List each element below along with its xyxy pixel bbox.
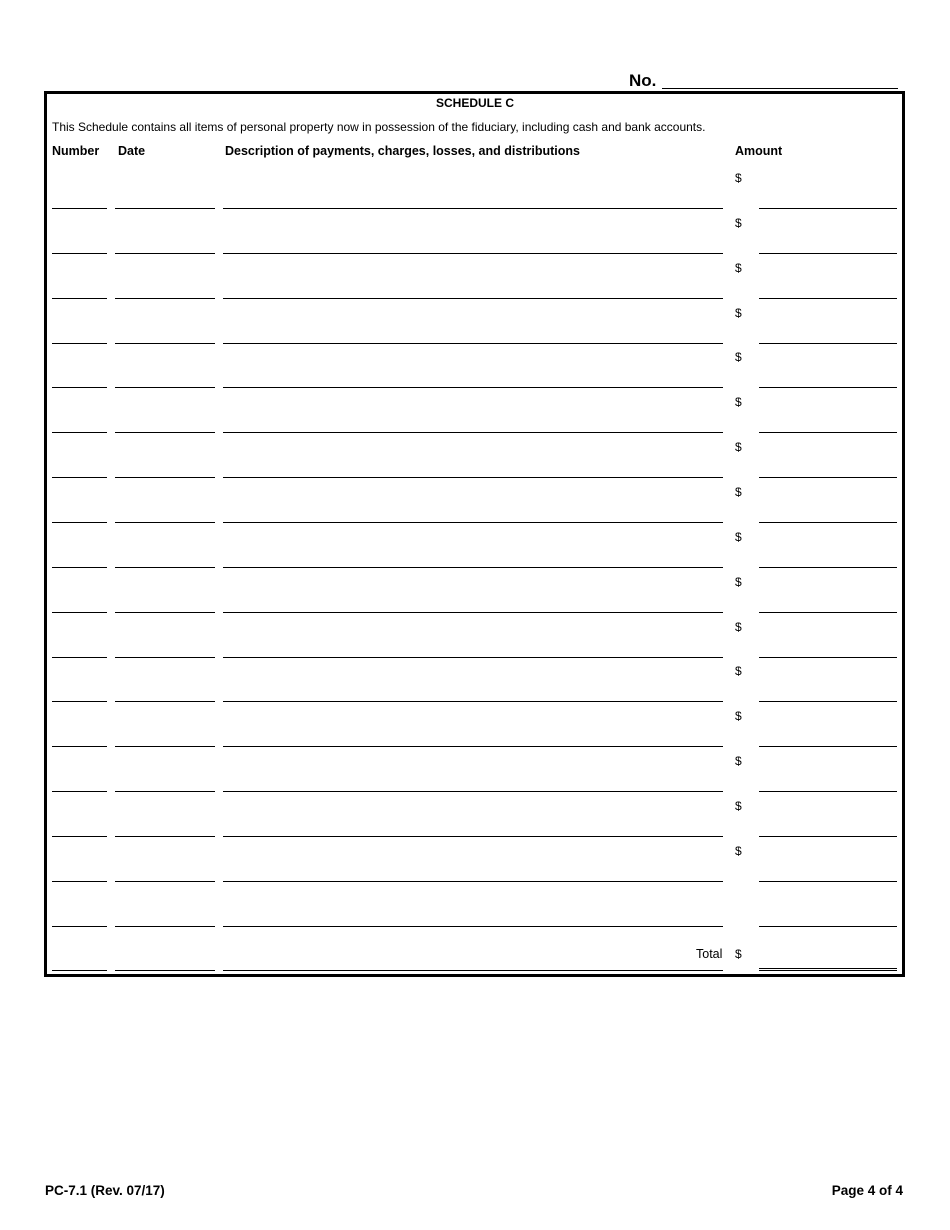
row-description-field[interactable] — [223, 387, 723, 388]
row-currency-symbol: $ — [735, 395, 742, 409]
row-description-field[interactable] — [223, 208, 723, 209]
row-number-field[interactable] — [52, 343, 107, 344]
row-date-field[interactable] — [115, 881, 215, 882]
row-description-field[interactable] — [223, 836, 723, 837]
row-amount-field[interactable] — [759, 432, 897, 433]
row-description-field[interactable] — [223, 701, 723, 702]
row-currency-symbol: $ — [735, 171, 742, 185]
row-amount-field[interactable] — [759, 567, 897, 568]
row-description-field[interactable] — [223, 253, 723, 254]
row-currency-symbol: $ — [735, 306, 742, 320]
row-number-field[interactable] — [52, 522, 107, 523]
row-date-field[interactable] — [115, 298, 215, 299]
total-amount-field[interactable] — [759, 968, 897, 969]
row-date-field[interactable] — [115, 746, 215, 747]
row-description-field[interactable] — [223, 298, 723, 299]
row-amount-field[interactable] — [759, 612, 897, 613]
row-number-field[interactable] — [52, 567, 107, 568]
row-currency-symbol: $ — [735, 350, 742, 364]
row-amount-field[interactable] — [759, 298, 897, 299]
row-date-field[interactable] — [115, 343, 215, 344]
case-number-label: No. — [629, 71, 657, 90]
row-description-field[interactable] — [223, 612, 723, 613]
row-date-field[interactable] — [115, 657, 215, 658]
row-number-field[interactable] — [52, 208, 107, 209]
row-date-field[interactable] — [115, 926, 215, 927]
row-number-field[interactable] — [52, 253, 107, 254]
row-amount-field[interactable] — [759, 657, 897, 658]
row-date-field[interactable] — [115, 253, 215, 254]
row-number-field[interactable] — [52, 612, 107, 613]
row-number-field[interactable] — [52, 926, 107, 927]
row-currency-symbol: $ — [735, 709, 742, 723]
schedule-title: SCHEDULE C — [435, 96, 514, 110]
row-amount-field[interactable] — [759, 836, 897, 837]
row-currency-symbol: $ — [735, 620, 742, 634]
row-currency-symbol: $ — [735, 575, 742, 589]
row-date-field[interactable] — [115, 791, 215, 792]
row-date-field[interactable] — [115, 477, 215, 478]
row-date-field[interactable] — [115, 208, 215, 209]
row-currency-symbol: $ — [735, 261, 742, 275]
row-currency-symbol: $ — [735, 530, 742, 544]
row-amount-field[interactable] — [759, 701, 897, 702]
row-amount-field[interactable] — [759, 253, 897, 254]
row-number-field[interactable] — [52, 836, 107, 837]
page-number: Page 4 of 4 — [831, 1183, 903, 1198]
row-date-field[interactable] — [115, 387, 215, 388]
row-description-field[interactable] — [223, 746, 723, 747]
row-description-field[interactable] — [223, 657, 723, 658]
row-number-field[interactable] — [52, 387, 107, 388]
row-currency-symbol: $ — [735, 216, 742, 230]
row-amount-field[interactable] — [759, 926, 897, 927]
row-number-field[interactable] — [52, 298, 107, 299]
row-number-field[interactable] — [52, 970, 107, 971]
schedule-intro-text: This Schedule contains all items of personal property now in possession of the fiduciary, including cash and bank accounts. — [52, 120, 706, 134]
row-currency-symbol: $ — [735, 844, 742, 858]
row-date-field[interactable] — [115, 612, 215, 613]
row-number-field[interactable] — [52, 701, 107, 702]
row-description-field[interactable] — [223, 970, 723, 971]
row-amount-field[interactable] — [759, 970, 897, 971]
row-description-field[interactable] — [223, 926, 723, 927]
row-number-field[interactable] — [52, 791, 107, 792]
form-id: PC-7.1 (Rev. 07/17) — [45, 1183, 165, 1198]
column-header-description: Description of payments, charges, losses, and distributions — [225, 144, 580, 158]
row-amount-field[interactable] — [759, 791, 897, 792]
row-amount-field[interactable] — [759, 387, 897, 388]
row-currency-symbol: $ — [735, 664, 742, 678]
row-amount-field[interactable] — [759, 522, 897, 523]
row-currency-symbol: $ — [735, 799, 742, 813]
row-amount-field[interactable] — [759, 746, 897, 747]
row-description-field[interactable] — [223, 881, 723, 882]
row-currency-symbol: $ — [735, 754, 742, 768]
row-description-field[interactable] — [223, 791, 723, 792]
row-description-field[interactable] — [223, 432, 723, 433]
row-date-field[interactable] — [115, 836, 215, 837]
row-date-field[interactable] — [115, 970, 215, 971]
row-number-field[interactable] — [52, 746, 107, 747]
row-date-field[interactable] — [115, 522, 215, 523]
row-amount-field[interactable] — [759, 208, 897, 209]
row-description-field[interactable] — [223, 567, 723, 568]
row-amount-field[interactable] — [759, 343, 897, 344]
row-description-field[interactable] — [223, 477, 723, 478]
row-currency-symbol: $ — [735, 485, 742, 499]
row-description-field[interactable] — [223, 343, 723, 344]
column-header-amount: Amount — [735, 144, 783, 158]
row-number-field[interactable] — [52, 432, 107, 433]
total-currency-symbol: $ — [735, 947, 742, 961]
row-date-field[interactable] — [115, 432, 215, 433]
column-header-number: Number — [52, 144, 100, 158]
row-number-field[interactable] — [52, 881, 107, 882]
row-amount-field[interactable] — [759, 477, 897, 478]
row-date-field[interactable] — [115, 567, 215, 568]
row-date-field[interactable] — [115, 701, 215, 702]
column-header-date: Date — [118, 144, 146, 158]
row-number-field[interactable] — [52, 657, 107, 658]
row-currency-symbol: $ — [735, 440, 742, 454]
row-amount-field[interactable] — [759, 881, 897, 882]
total-label: Total — [696, 947, 723, 961]
row-number-field[interactable] — [52, 477, 107, 478]
row-description-field[interactable] — [223, 522, 723, 523]
